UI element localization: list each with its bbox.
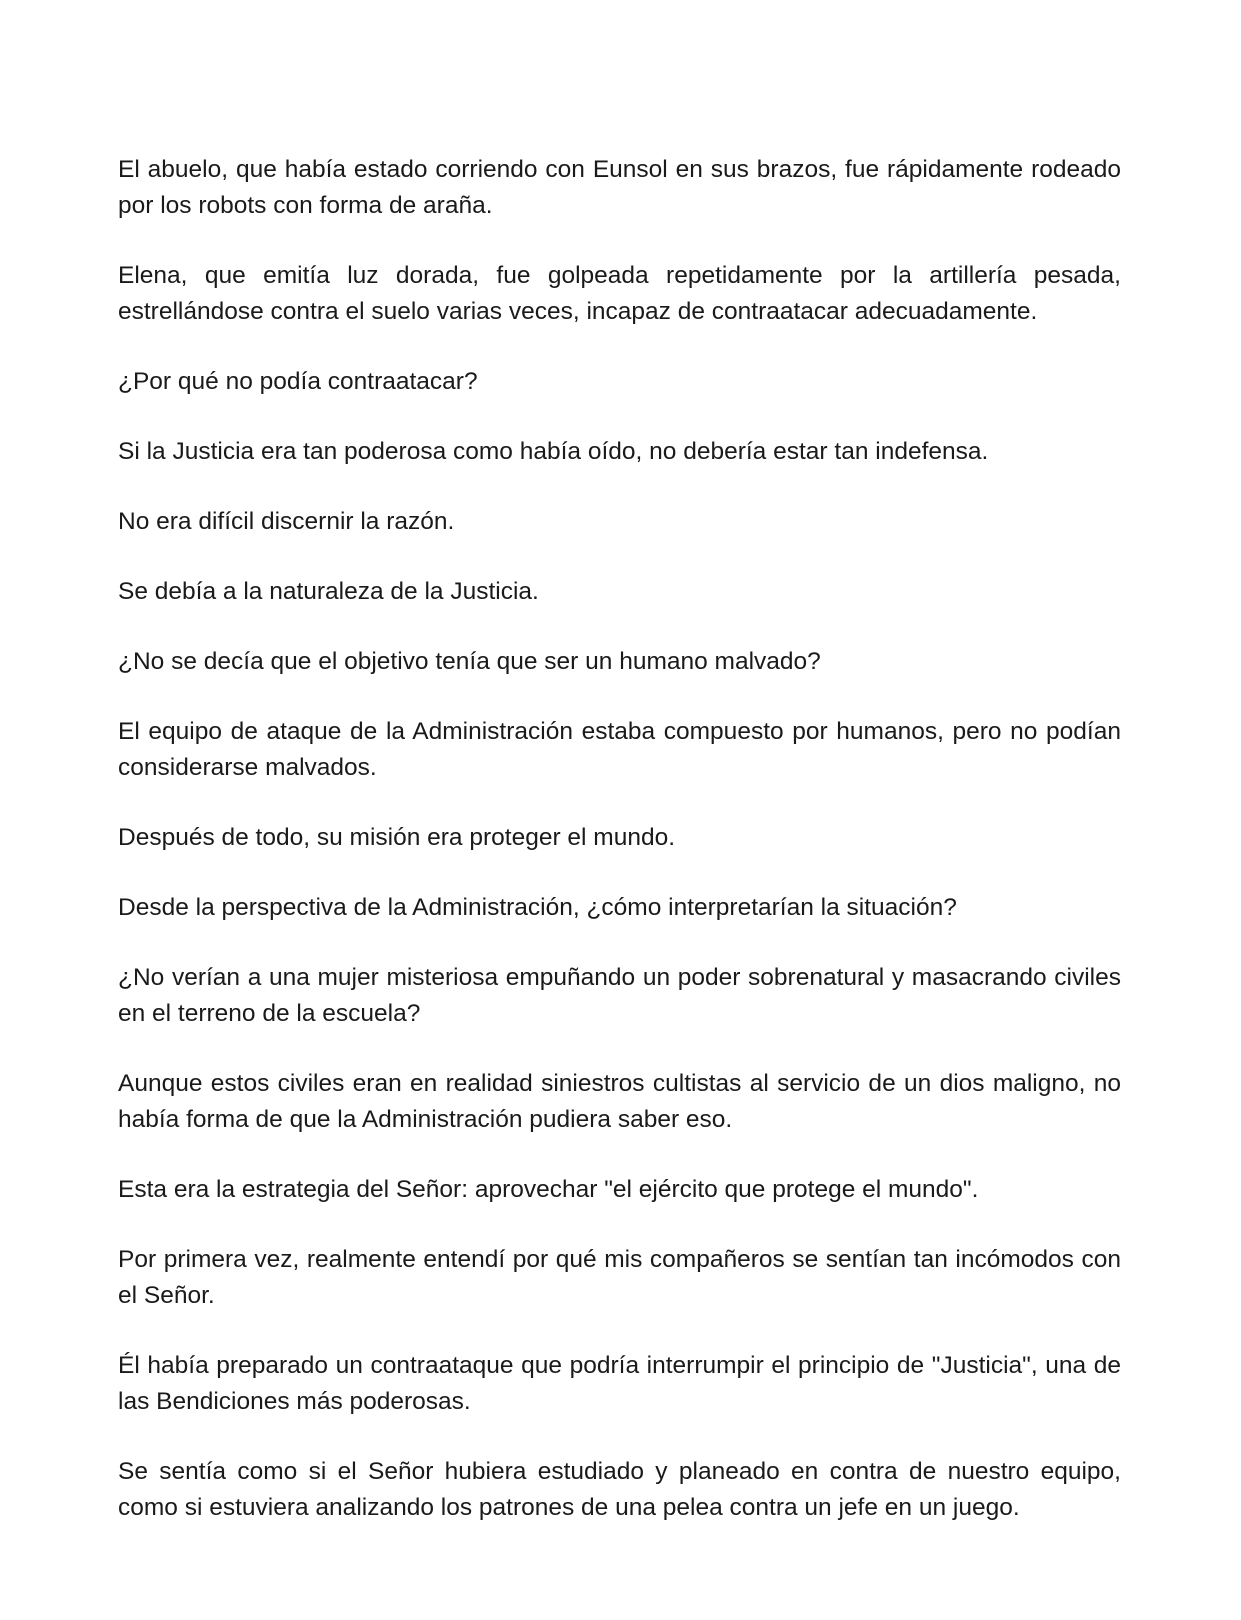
paragraph: Después de todo, su misión era proteger el mundo. [118,824,676,851]
paragraph: El equipo de ataque de la Administración estaba compuesto por humanos, pero no podían considerarse malvados. [118,718,1121,781]
paragraph: ¿Por qué no podía contraatacar? [118,368,478,395]
paragraph: ¿No se decía que el objetivo tenía que ser un humano malvado? [118,648,821,675]
paragraph: Desde la perspectiva de la Administración, ¿cómo interpretarían la situación? [118,894,957,921]
paragraph: Esta era la estrategia del Señor: aprovechar "el ejército que protege el mundo". [118,1176,979,1203]
paragraph: No era difícil discernir la razón. [118,508,455,535]
paragraph: Aunque estos civiles eran en realidad siniestros cultistas al servicio de un dios maligno, no había forma de que la Administración pudiera saber eso. [118,1070,1121,1133]
paragraph: Elena, que emitía luz dorada, fue golpeada repetidamente por la artillería pesada, estrellándose contra el suelo varias veces, incapaz de contraatacar adecuadamente. [118,262,1121,325]
paragraph: Se sentía como si el Señor hubiera estudiado y planeado en contra de nuestro equipo, como si estuviera analizando los patrones de una pelea contra un jefe en un juego. [118,1458,1121,1521]
paragraph: Si la Justicia era tan poderosa como había oído, no debería estar tan indefensa. [118,438,989,465]
document-body [118,152,1121,1560]
paragraph: ¿No verían a una mujer misteriosa empuñando un poder sobrenatural y masacrando civiles en el terreno de la escuela? [118,964,1121,1027]
paragraph: Por primera vez, realmente entendí por qué mis compañeros se sentían tan incómodos con el Señor. [118,1246,1121,1309]
paragraph: El abuelo, que había estado corriendo con Eunsol en sus brazos, fue rápidamente rodeado por los robots con forma de araña. [118,156,1121,219]
paragraph: Él había preparado un contraataque que podría interrumpir el principio de "Justicia", una de las Bendiciones más poderosas. [118,1352,1121,1415]
paragraph: Se debía a la naturaleza de la Justicia. [118,578,539,605]
